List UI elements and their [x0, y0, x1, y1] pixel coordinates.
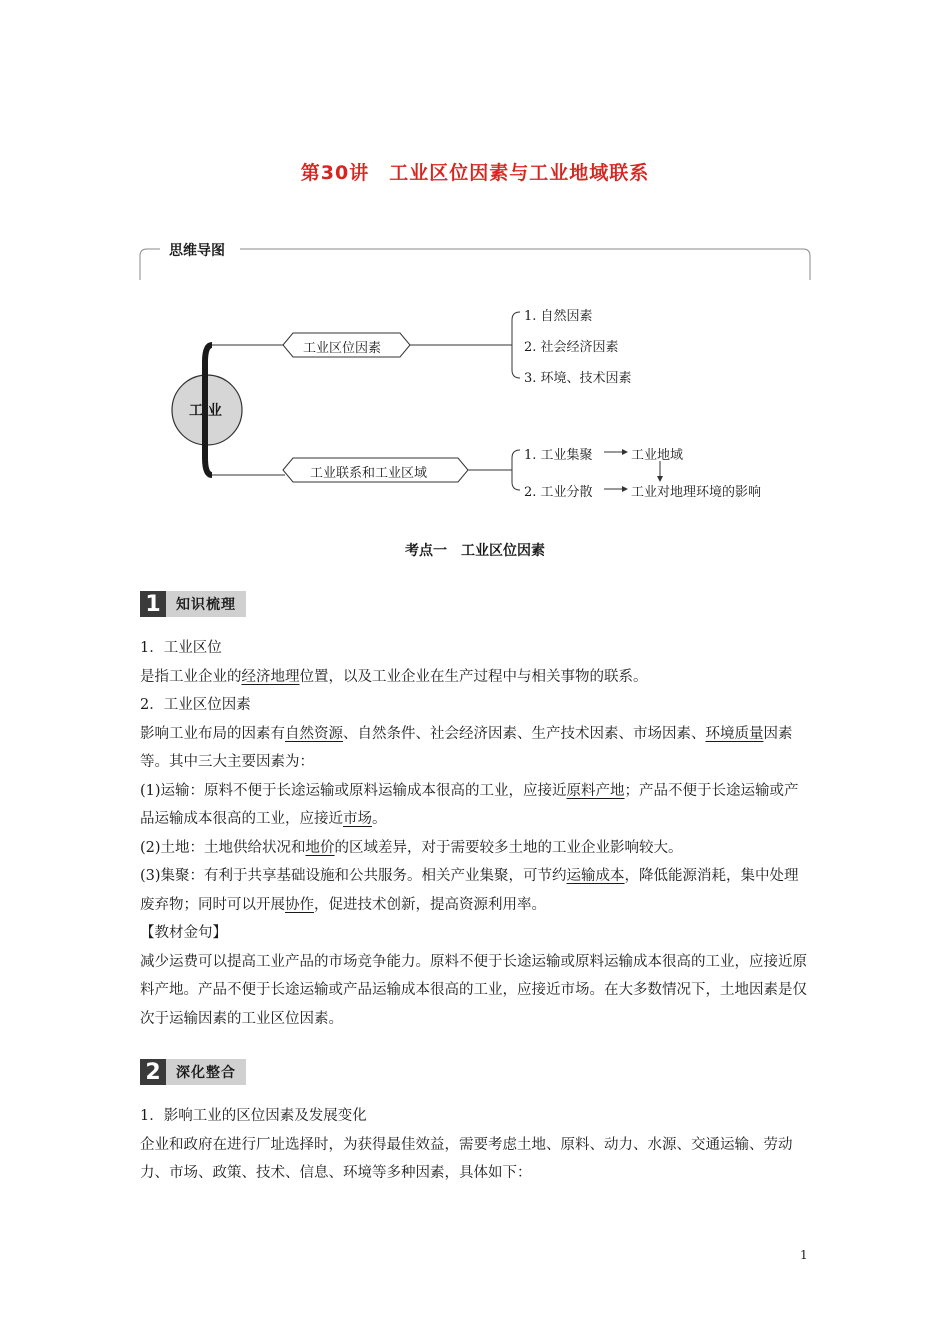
branch1-item-1: 1. 自然因素 — [524, 309, 593, 324]
paragraph: 影响工业布局的因素有自然资源、自然条件、社会经济因素、生产技术因素、市场因素、环境质量因素等。其中三大主要因素为： — [140, 725, 793, 770]
paragraph: 是指工业企业的经济地理位置，以及工业企业在生产过程中与相关事物的联系。 — [140, 668, 648, 685]
paragraph: 企业和政府在进行厂址选择时，为获得最佳效益，需要考虑土地、原料、动力、水源、交通运输、劳动力、市场、政策、技术、信息、环境等多种因素，具体如下： — [140, 1136, 793, 1181]
jc-title: 【教材金句】 — [140, 925, 227, 941]
branch2-item-2b: 工业对地理环境的影响 — [631, 485, 762, 500]
arrow-right-icon — [622, 449, 628, 455]
center-node-label: 工 业 — [189, 403, 222, 419]
mindmap-diagram — [0, 0, 950, 520]
page-title: 第30讲 工业区位因素与工业地域联系 — [300, 162, 650, 184]
kaodian-heading: 考点一 工业区位因素 — [405, 543, 545, 559]
page-number: 1 — [800, 1248, 808, 1262]
heading-2: 2．工业区位因素 — [140, 697, 251, 713]
branch2-item-2a: 2. 工业分散 — [524, 485, 593, 500]
paragraph: (2)土地：土地供给状况和地价的区域差异，对于需要较多土地的工业企业影响较大。 — [140, 839, 683, 856]
paragraph: (1)运输：原料不便于长途运输或原料运输成本很高的工业，应接近原料产地；产品不便于长途运输或产品运输成本很高的工业，应接近市场。 — [140, 782, 799, 827]
section-number: 1 — [140, 591, 166, 617]
branch2-item-1a: 1. 工业集聚 — [524, 448, 593, 463]
section1-body — [140, 634, 812, 1033]
branch2-label: 工业联系和工业区域 — [310, 466, 428, 481]
mindmap-label: 思维导图 — [165, 240, 229, 260]
paragraph: (3)集聚：有利于共享基础设施和公共服务。相关产业集聚，可节约运输成本，降低能源消耗，集中处理废弃物；同时可以开展协作，促进技术创新，提高资源利用率。 — [140, 868, 799, 913]
section-label: 知识梳理 — [176, 597, 236, 613]
section-number: 2 — [140, 1059, 166, 1085]
arrow-right-icon — [622, 486, 628, 492]
branch2-item-1b: 工业地域 — [631, 448, 684, 463]
section-header-1 — [140, 591, 246, 617]
mindmap-frame — [140, 249, 810, 280]
heading-1: 1．工业区位 — [140, 640, 222, 656]
branch1-item-2: 2. 社会经济因素 — [524, 340, 619, 355]
jc-text: 减少运费可以提高工业产品的市场竞争能力。原料不便于长途运输或原料运输成本很高的工业，应接近原料产地。产品不便于长途运输或产品运输成本很高的工业，应接近市场。在大多数情况下，土地因素是仅次于运输因素的工业区位因素。 — [140, 953, 807, 1027]
section2-body — [140, 1102, 812, 1188]
section-label: 深化整合 — [176, 1065, 236, 1081]
heading-1: 1．影响工业的区位因素及发展变化 — [140, 1108, 367, 1124]
branch1-item-3: 3. 环境、技术因素 — [524, 371, 632, 386]
section-header-2 — [140, 1059, 246, 1085]
branch1-label: 工业区位因素 — [303, 341, 382, 356]
